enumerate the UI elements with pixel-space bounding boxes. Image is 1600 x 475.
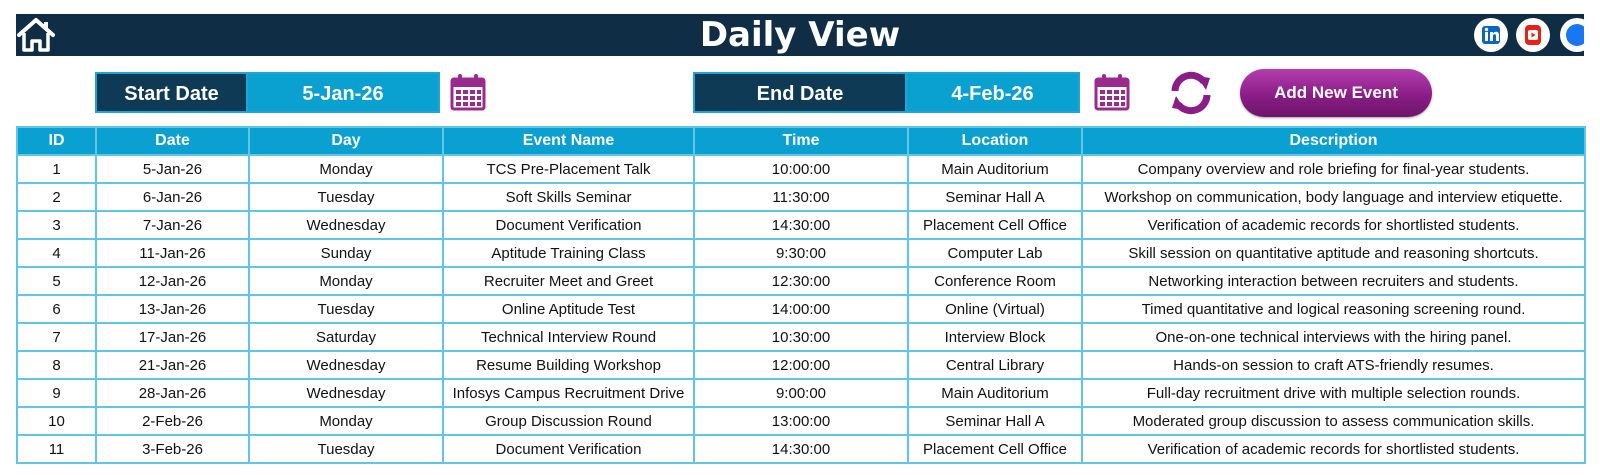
table-cell: Aptitude Training Class xyxy=(443,239,694,267)
table-cell: 3-Feb-26 xyxy=(96,435,249,463)
table-cell: Verification of academic records for shortlisted students. xyxy=(1082,211,1585,239)
column-header[interactable]: Time xyxy=(694,127,908,155)
table-cell: Document Verification xyxy=(443,211,694,239)
table-cell: Seminar Hall A xyxy=(908,407,1082,435)
column-header[interactable]: Location xyxy=(908,127,1082,155)
table-row[interactable] xyxy=(17,211,1585,239)
table-cell: Wednesday xyxy=(249,351,443,379)
table-cell: Hands-on session to craft ATS-friendly resumes. xyxy=(1082,351,1585,379)
table-cell: 14:00:00 xyxy=(694,295,908,323)
column-header[interactable]: Day xyxy=(249,127,443,155)
table-cell: 11:30:00 xyxy=(694,183,908,211)
title-bar xyxy=(16,14,1584,56)
table-cell: 7-Jan-26 xyxy=(96,211,249,239)
table-cell: 28-Jan-26 xyxy=(96,379,249,407)
table-row[interactable] xyxy=(17,239,1585,267)
events-table xyxy=(16,126,1586,464)
table-cell: Infosys Campus Recruitment Drive xyxy=(443,379,694,407)
table-cell: Company overview and role briefing for final-year students. xyxy=(1082,155,1585,183)
table-row[interactable] xyxy=(17,435,1585,463)
table-row[interactable] xyxy=(17,407,1585,435)
table-row[interactable] xyxy=(17,267,1585,295)
table-cell: 12:30:00 xyxy=(694,267,908,295)
table-cell: Sunday xyxy=(249,239,443,267)
table-cell: Technical Interview Round xyxy=(443,323,694,351)
table-cell: Placement Cell Office xyxy=(908,435,1082,463)
table-cell: Monday xyxy=(249,407,443,435)
table-cell: 12:00:00 xyxy=(694,351,908,379)
table-cell: 5-Jan-26 xyxy=(96,155,249,183)
table-cell: 11 xyxy=(17,435,96,463)
start-date-label: Start Date xyxy=(95,72,248,113)
table-cell: One-on-one technical interviews with the hiring panel. xyxy=(1082,323,1585,351)
table-cell: Main Auditorium xyxy=(908,155,1082,183)
table-cell: Central Library xyxy=(908,351,1082,379)
table-cell: Skill session on quantitative aptitude and reasoning shortcuts. xyxy=(1082,239,1585,267)
table-row[interactable] xyxy=(17,155,1585,183)
table-cell: Recruiter Meet and Greet xyxy=(443,267,694,295)
table-cell: Networking interaction between recruiters and students. xyxy=(1082,267,1585,295)
table-row[interactable] xyxy=(17,295,1585,323)
column-header[interactable]: Event Name xyxy=(443,127,694,155)
table-cell: Main Auditorium xyxy=(908,379,1082,407)
table-cell: Full-day recruitment drive with multiple selection rounds. xyxy=(1082,379,1585,407)
table-cell: Computer Lab xyxy=(908,239,1082,267)
table-cell: Online Aptitude Test xyxy=(443,295,694,323)
table-cell: Monday xyxy=(249,267,443,295)
table-cell: Monday xyxy=(249,155,443,183)
youtube-icon[interactable] xyxy=(1516,18,1550,52)
table-cell: Saturday xyxy=(249,323,443,351)
table-cell: 2-Feb-26 xyxy=(96,407,249,435)
table-cell: Tuesday xyxy=(249,435,443,463)
table-cell: 14:30:00 xyxy=(694,435,908,463)
table-cell: Online (Virtual) xyxy=(908,295,1082,323)
table-cell: Wednesday xyxy=(249,379,443,407)
table-cell: 12-Jan-26 xyxy=(96,267,249,295)
table-cell: 7 xyxy=(17,323,96,351)
column-header[interactable]: ID xyxy=(17,127,96,155)
table-cell: 14:30:00 xyxy=(694,211,908,239)
table-cell: Tuesday xyxy=(249,183,443,211)
table-cell: 4 xyxy=(17,239,96,267)
table-row[interactable] xyxy=(17,183,1585,211)
table-cell: Seminar Hall A xyxy=(908,183,1082,211)
table-cell: Group Discussion Round xyxy=(443,407,694,435)
table-cell: 13-Jan-26 xyxy=(96,295,249,323)
table-cell: Resume Building Workshop xyxy=(443,351,694,379)
table-cell: 9:00:00 xyxy=(694,379,908,407)
table-cell: Conference Room xyxy=(908,267,1082,295)
table-cell: 11-Jan-26 xyxy=(96,239,249,267)
table-cell: Interview Block xyxy=(908,323,1082,351)
table-row[interactable] xyxy=(17,379,1585,407)
table-cell: 8 xyxy=(17,351,96,379)
table-cell: TCS Pre-Placement Talk xyxy=(443,155,694,183)
column-header[interactable]: Date xyxy=(96,127,249,155)
column-header[interactable]: Description xyxy=(1082,127,1585,155)
table-cell: 10:30:00 xyxy=(694,323,908,351)
table-cell: Soft Skills Seminar xyxy=(443,183,694,211)
table-cell: Document Verification xyxy=(443,435,694,463)
linkedin-icon[interactable] xyxy=(1474,18,1508,52)
table-cell: 17-Jan-26 xyxy=(96,323,249,351)
table-cell: 13:00:00 xyxy=(694,407,908,435)
table-cell: 9:30:00 xyxy=(694,239,908,267)
table-header-row xyxy=(17,127,1585,155)
table-cell: 1 xyxy=(17,155,96,183)
table-cell: 5 xyxy=(17,267,96,295)
table-cell: 6 xyxy=(17,295,96,323)
calendar-icon[interactable] xyxy=(1092,72,1132,112)
page-title: Daily View xyxy=(699,15,901,55)
table-cell: 2 xyxy=(17,183,96,211)
table-cell: 10:00:00 xyxy=(694,155,908,183)
start-date-field[interactable]: 5-Jan-26 xyxy=(246,72,440,113)
facebook-icon[interactable] xyxy=(1560,18,1584,52)
table-cell: Moderated group discussion to assess communication skills. xyxy=(1082,407,1585,435)
end-date-label: End Date xyxy=(693,72,907,113)
table-body xyxy=(17,155,1585,463)
table-cell: Workshop on communication, body language and interview etiquette. xyxy=(1082,183,1585,211)
table-cell: Verification of academic records for shortlisted students. xyxy=(1082,435,1585,463)
table-row[interactable] xyxy=(17,351,1585,379)
table-cell: Tuesday xyxy=(249,295,443,323)
add-new-event-button[interactable]: Add New Event xyxy=(1240,69,1432,117)
table-cell: 6-Jan-26 xyxy=(96,183,249,211)
table-cell: 3 xyxy=(17,211,96,239)
table-row[interactable] xyxy=(17,323,1585,351)
table-cell: Wednesday xyxy=(249,211,443,239)
end-date-field[interactable]: 4-Feb-26 xyxy=(905,72,1080,113)
table-cell: 10 xyxy=(17,407,96,435)
refresh-icon[interactable] xyxy=(1166,70,1216,116)
table-cell: 21-Jan-26 xyxy=(96,351,249,379)
table-cell: Timed quantitative and logical reasoning screening round. xyxy=(1082,295,1585,323)
table-cell: 9 xyxy=(17,379,96,407)
calendar-icon[interactable] xyxy=(448,72,488,112)
table-cell: Placement Cell Office xyxy=(908,211,1082,239)
